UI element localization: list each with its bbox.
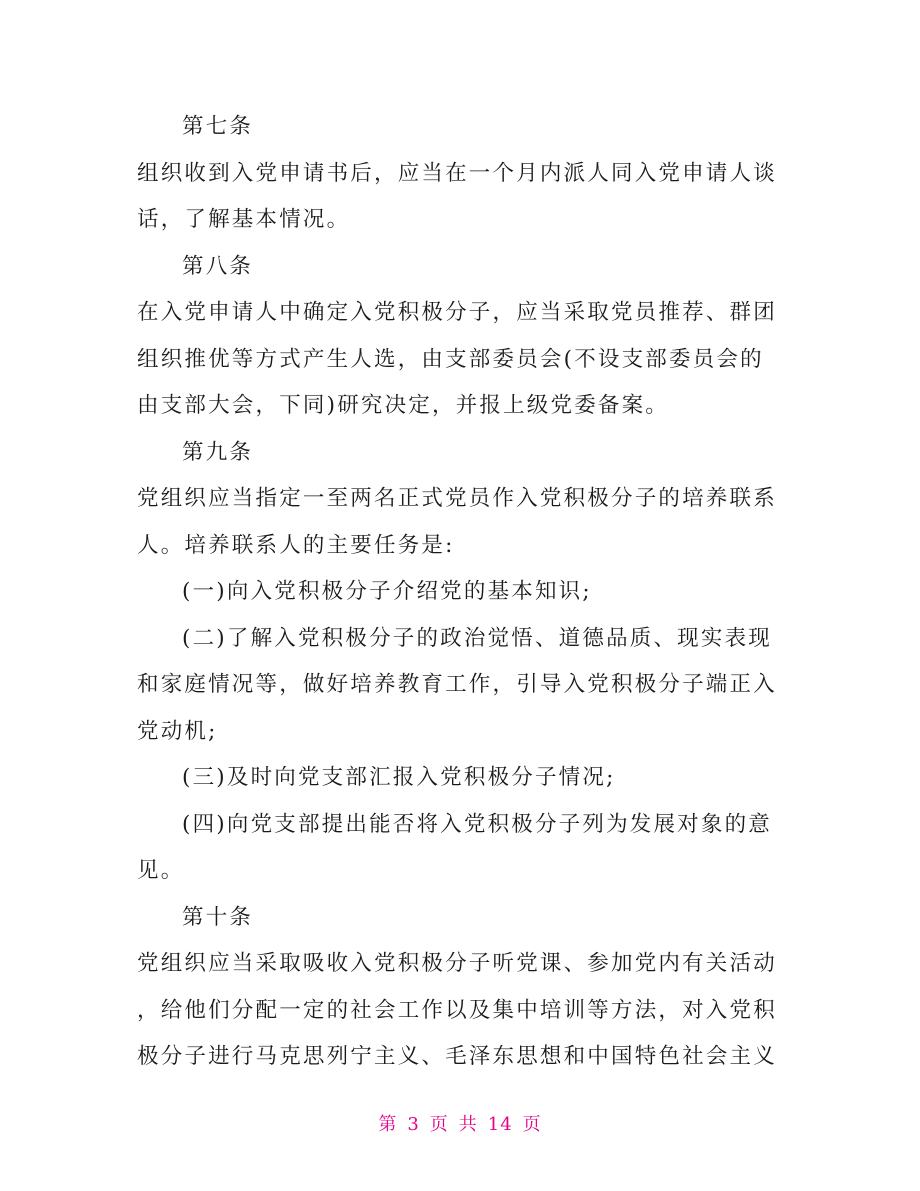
text-line: 第八条 — [182, 253, 254, 279]
text-line: 组织收到入党申请书后，应当在一个月内派人同入党申请人谈 — [137, 160, 777, 186]
text-line: 人。培养联系人的主要任务是: — [137, 532, 455, 558]
text-line: 第七条 — [182, 114, 254, 139]
text-line: 和家庭情况等，做好培养教育工作，引导入党积极分子端正入 — [137, 672, 777, 697]
text-line: 由支部大会，下同)研究决定，并报上级党委备案。 — [137, 393, 669, 418]
footer-page-number: 3 — [407, 1114, 420, 1135]
footer-total-pages: 14 — [487, 1114, 513, 1135]
text-line: 党组织应当指定一至两名正式党员作入党积极分子的培养联系 — [137, 486, 777, 511]
page-footer — [0, 1110, 920, 1136]
footer-suffix: 页 — [522, 1114, 542, 1135]
text-line: 在入党申请人中确定入党积极分子，应当采取党员推荐、群团 — [137, 300, 777, 325]
text-line: ，给他们分配一定的社会工作以及集中培训等方法，对入党积 — [137, 997, 777, 1023]
text-line: 第十条 — [182, 904, 254, 930]
document-body — [137, 104, 787, 1081]
text-line: 组织推优等方式产生人选，由支部委员会(不设支部委员会的 — [137, 346, 764, 372]
text-line: 党动机; — [137, 718, 218, 744]
text-line: (一)向入党积极分子介绍党的基本知识; — [182, 579, 592, 604]
footer-prefix: 第 — [378, 1114, 398, 1135]
text-line: 见。 — [137, 858, 185, 883]
footer-page-word: 页 — [429, 1114, 449, 1135]
text-line: 话，了解基本情况。 — [137, 207, 351, 232]
text-line: 极分子进行马克思列宁主义、毛泽东思想和中国特色社会主义 — [137, 1044, 777, 1069]
text-line: (四)向党支部提出能否将入党积极分子列为发展对象的意 — [182, 811, 772, 837]
footer-total-word: 共 — [458, 1114, 478, 1135]
text-line: 第九条 — [182, 439, 254, 465]
text-line: 党组织应当采取吸收入党积极分子听党课、参加党内有关活动 — [137, 951, 777, 976]
text-line: (二)了解入党积极分子的政治觉悟、道德品质、现实表现 — [182, 625, 772, 651]
text-line: (三)及时向党支部汇报入党积极分子情况; — [182, 765, 616, 790]
